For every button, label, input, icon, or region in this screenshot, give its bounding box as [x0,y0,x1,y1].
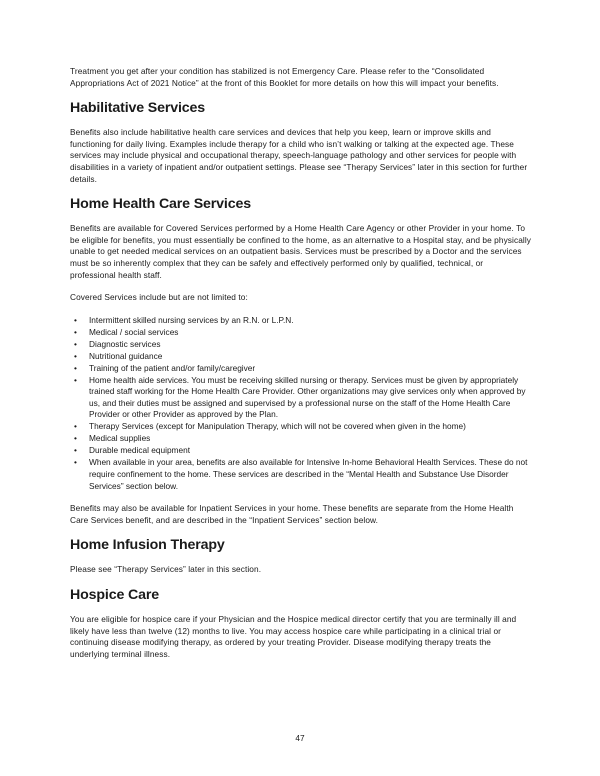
list-item [70,351,531,363]
section-paragraph-home-health-2: Covered Services include but are not limited to: [70,292,248,303]
section-heading-home-infusion-therapy: Home Infusion Therapy [70,537,225,554]
bullet-icon: • [74,350,77,361]
bullet-icon: • [74,433,77,444]
covered-services-bullet-list [70,315,531,492]
section-heading-home-health-care-services: Home Health Care Services [70,196,251,213]
list-item-label: Home health aide services. You must be receiving skilled nursing or therapy. Services must be given by appropriately trained staff working for the Home Health Care Provider. Other organizations may give services only when approved by us, and their duties must be assigned and supervised by a professional nurse on the staff of the Home Health Care Provider or other Provider as approved by the Plan. [89,374,526,420]
list-item [70,327,531,339]
list-item-label: Therapy Services (except for Manipulation Therapy, which will not be covered when given in the home) [89,421,466,432]
section-paragraph-home-health-1: Benefits are available for Covered Services performed by a Home Health Care Agency or other Provider in your home. To be eligible for benefits, you must essentially be confined to the home, as an alternative to a Hospital stay, and be physically unable to get needed medical services on an outpatient basis. Services must be prescribed by a Doctor and the services must be so inherently complex that they can be safely and effectively performed only by qualified, technical, or professional health staff. [70,223,531,280]
section-paragraph-hospice-1: You are eligible for hospice care if your Physician and the Hospice medical director certify that you are terminally ill and likely have less than twelve (12) months to live. You may access hospice care while participating in a clinical trial or continuing disease modifying therapy, as ordered by your treating Provider. Disease modifying therapy treats the underlying terminal illness. [70,613,517,659]
list-item [70,433,531,445]
page-number: 47 [295,733,305,743]
list-item [70,363,531,375]
list-item [70,339,531,351]
section-paragraph-habilitative-1: Benefits also include habilitative health care services and devices that help you keep, learn or improve skills and functioning for daily living. Examples include therapy for a child who isn’t walking or talking at the expected age. These services may include physical and occupational therapy, speech-language pathology and other services for people with disabilities in a variety of inpatient and/or outpatient settings. Please see “Therapy Services” later in this section for further details. [70,127,528,184]
list-item [70,457,531,492]
bullet-icon: • [74,362,77,373]
list-item-label: Intermittent skilled nursing services by an R.N. or L.P.N. [89,314,294,325]
bullet-icon: • [74,374,77,385]
list-item [70,445,531,457]
bullet-icon: • [74,421,77,432]
bullet-icon: • [74,445,77,456]
list-item [70,421,531,433]
page-content [70,66,531,671]
section-heading-habilitative-services: Habilitative Services [70,100,206,117]
list-item-label: Diagnostic services [89,338,161,349]
intro-paragraph: Treatment you get after your condition has stabilized is not Emergency Care. Please refer to the “Consolidated Appropriations Act of 2021 Notice” at the front of this Booklet for more details on how this will impact your benefits. [70,66,499,88]
bullet-icon: • [74,314,77,325]
list-item [70,375,531,421]
list-item-label: When available in your area, benefits are also available for Intensive In-home Behavioral Health Services. These do not require confinement to the home. These services are described in the “Mental Health and Substance Use Disorder Services” section below. [89,457,528,491]
section-paragraph-home-health-closing: Benefits may also be available for Inpatient Services in your home. These benefits are separate from the Home Health Care Services benefit, and are described in the “Inpatient Services” section below. [70,503,514,525]
list-item-label: Nutritional guidance [89,350,163,361]
list-item-label: Training of the patient and/or family/caregiver [89,362,256,373]
section-heading-hospice-care: Hospice Care [70,586,159,603]
section-paragraph-home-infusion-1: Please see “Therapy Services” later in this section. [70,564,262,575]
list-item-label: Durable medical equipment [89,445,191,456]
list-item [70,315,531,327]
list-item-label: Medical supplies [89,433,151,444]
bullet-icon: • [74,457,77,468]
bullet-icon: • [74,338,77,349]
list-item-label: Medical / social services [89,326,179,337]
bullet-icon: • [74,326,77,337]
